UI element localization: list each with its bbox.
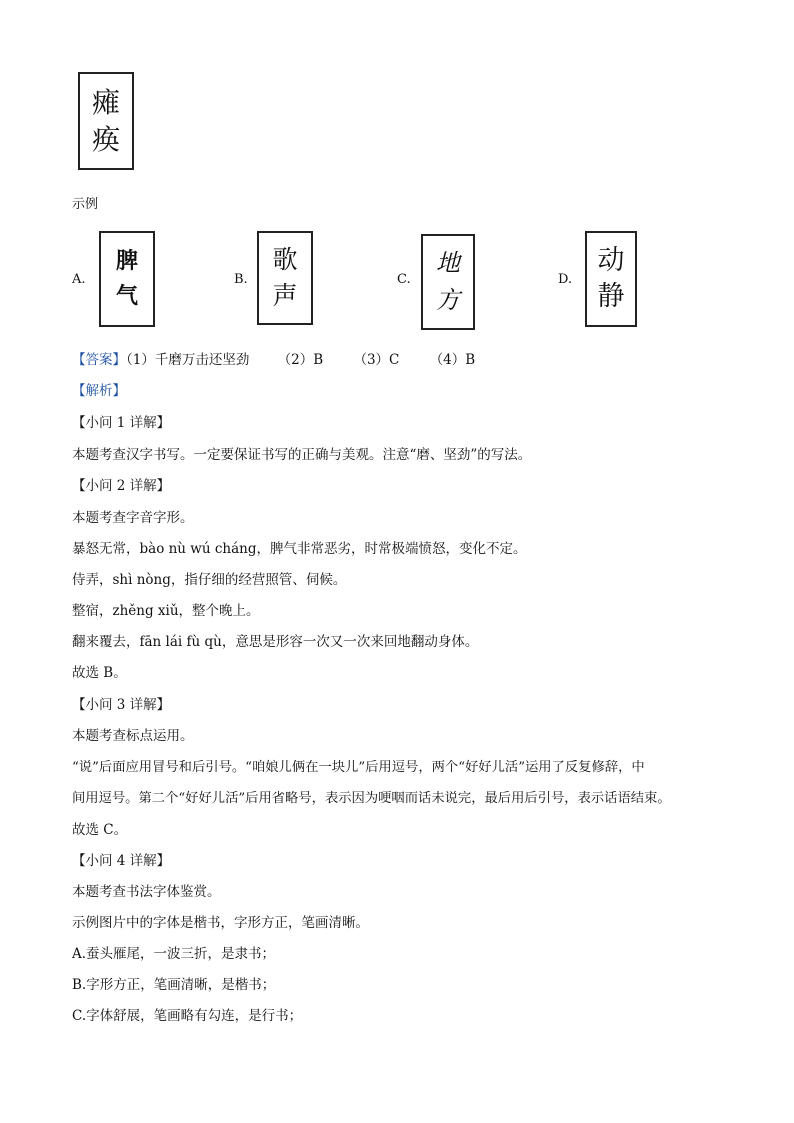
analysis-tag: 【解析】: [72, 383, 126, 399]
line-5: 暴怒无常，bào nù wú cháng，脾气非常恶劣，时常极端愤怒，变化不定。: [72, 541, 527, 557]
option-a-label: A.: [72, 272, 86, 287]
line-3: 【小问 2 详解】: [72, 478, 171, 494]
line-1: 【小问 1 详解】: [72, 415, 171, 431]
option-d-char-2: 静: [597, 281, 625, 312]
line-13: 间用逗号。第二个“好好儿活”后用省略号，表示因为哽咽而话未说完，最后用后引号，表示话语结束。: [72, 791, 671, 806]
line-10: 【小问 3 详解】: [72, 697, 171, 713]
option-c-char-2: 方: [436, 286, 460, 314]
line-16: 本题考查书法字体鉴赏。: [72, 884, 221, 900]
answer-line: [72, 348, 475, 368]
sample-char-1: 瘫: [91, 85, 120, 119]
line-6: 侍弄，shì nòng，指仔细的经营照管、伺候。: [72, 572, 347, 588]
option-c-image: [421, 234, 475, 330]
line-20: C.字体舒展，笔画略有勾连，是行书；: [72, 1008, 303, 1024]
sample-calligraphy-image: [78, 72, 134, 170]
option-c-label: C.: [397, 272, 411, 287]
option-a-char-1: 脾: [115, 248, 138, 274]
option-b-char-2: 声: [272, 281, 298, 310]
line-7: 整宿，zhěng xiǔ，整个晚上。: [72, 603, 260, 619]
option-a-char-2: 气: [115, 284, 138, 309]
answer-part-2: （2）B: [277, 352, 324, 368]
answer-part-1: （1）千磨万击还坚劲: [126, 352, 250, 368]
option-c-char-1: 地: [436, 248, 460, 277]
sample-char-2: 痪: [91, 123, 120, 156]
line-2: 本题考查汉字书写。一定要保证书写的正确与美观。注意“磨、坚劲”的写法。: [72, 447, 532, 463]
option-a-image: [99, 231, 155, 327]
answer-part-4: （4）B: [429, 352, 476, 368]
line-8: 翻来覆去，fān lái fù qù，意思是形容一次又一次来回地翻动身体。: [72, 634, 479, 650]
line-18: A.蚕头雁尾，一波三折，是隶书；: [72, 946, 276, 962]
option-d-char-1: 动: [597, 244, 625, 276]
option-b-char-1: 歌: [272, 244, 298, 274]
line-9: 故选 B。: [72, 665, 127, 681]
sample-label: 示例: [72, 197, 99, 212]
option-b-label: B.: [234, 272, 248, 287]
option-d-image: [585, 231, 637, 327]
line-15: 【小问 4 详解】: [72, 853, 171, 869]
option-d-label: D.: [558, 272, 573, 287]
line-4: 本题考查字音字形。: [72, 510, 194, 526]
line-19: B.字形方正，笔画清晰，是楷书；: [72, 977, 276, 993]
answer-part-3: （3）C: [353, 352, 400, 368]
line-17: 示例图片中的字体是楷书，字形方正，笔画清晰。: [72, 915, 369, 931]
option-b-image: [257, 231, 313, 325]
line-11: 本题考查标点运用。: [72, 728, 194, 744]
line-12: “说”后面应用冒号和后引号。“咱娘儿俩在一块儿”后用逗号，两个“好好儿活”运用了反复修辞，中: [72, 760, 645, 775]
line-14: 故选 C。: [72, 822, 128, 838]
answer-tag: 【答案】: [72, 352, 126, 368]
